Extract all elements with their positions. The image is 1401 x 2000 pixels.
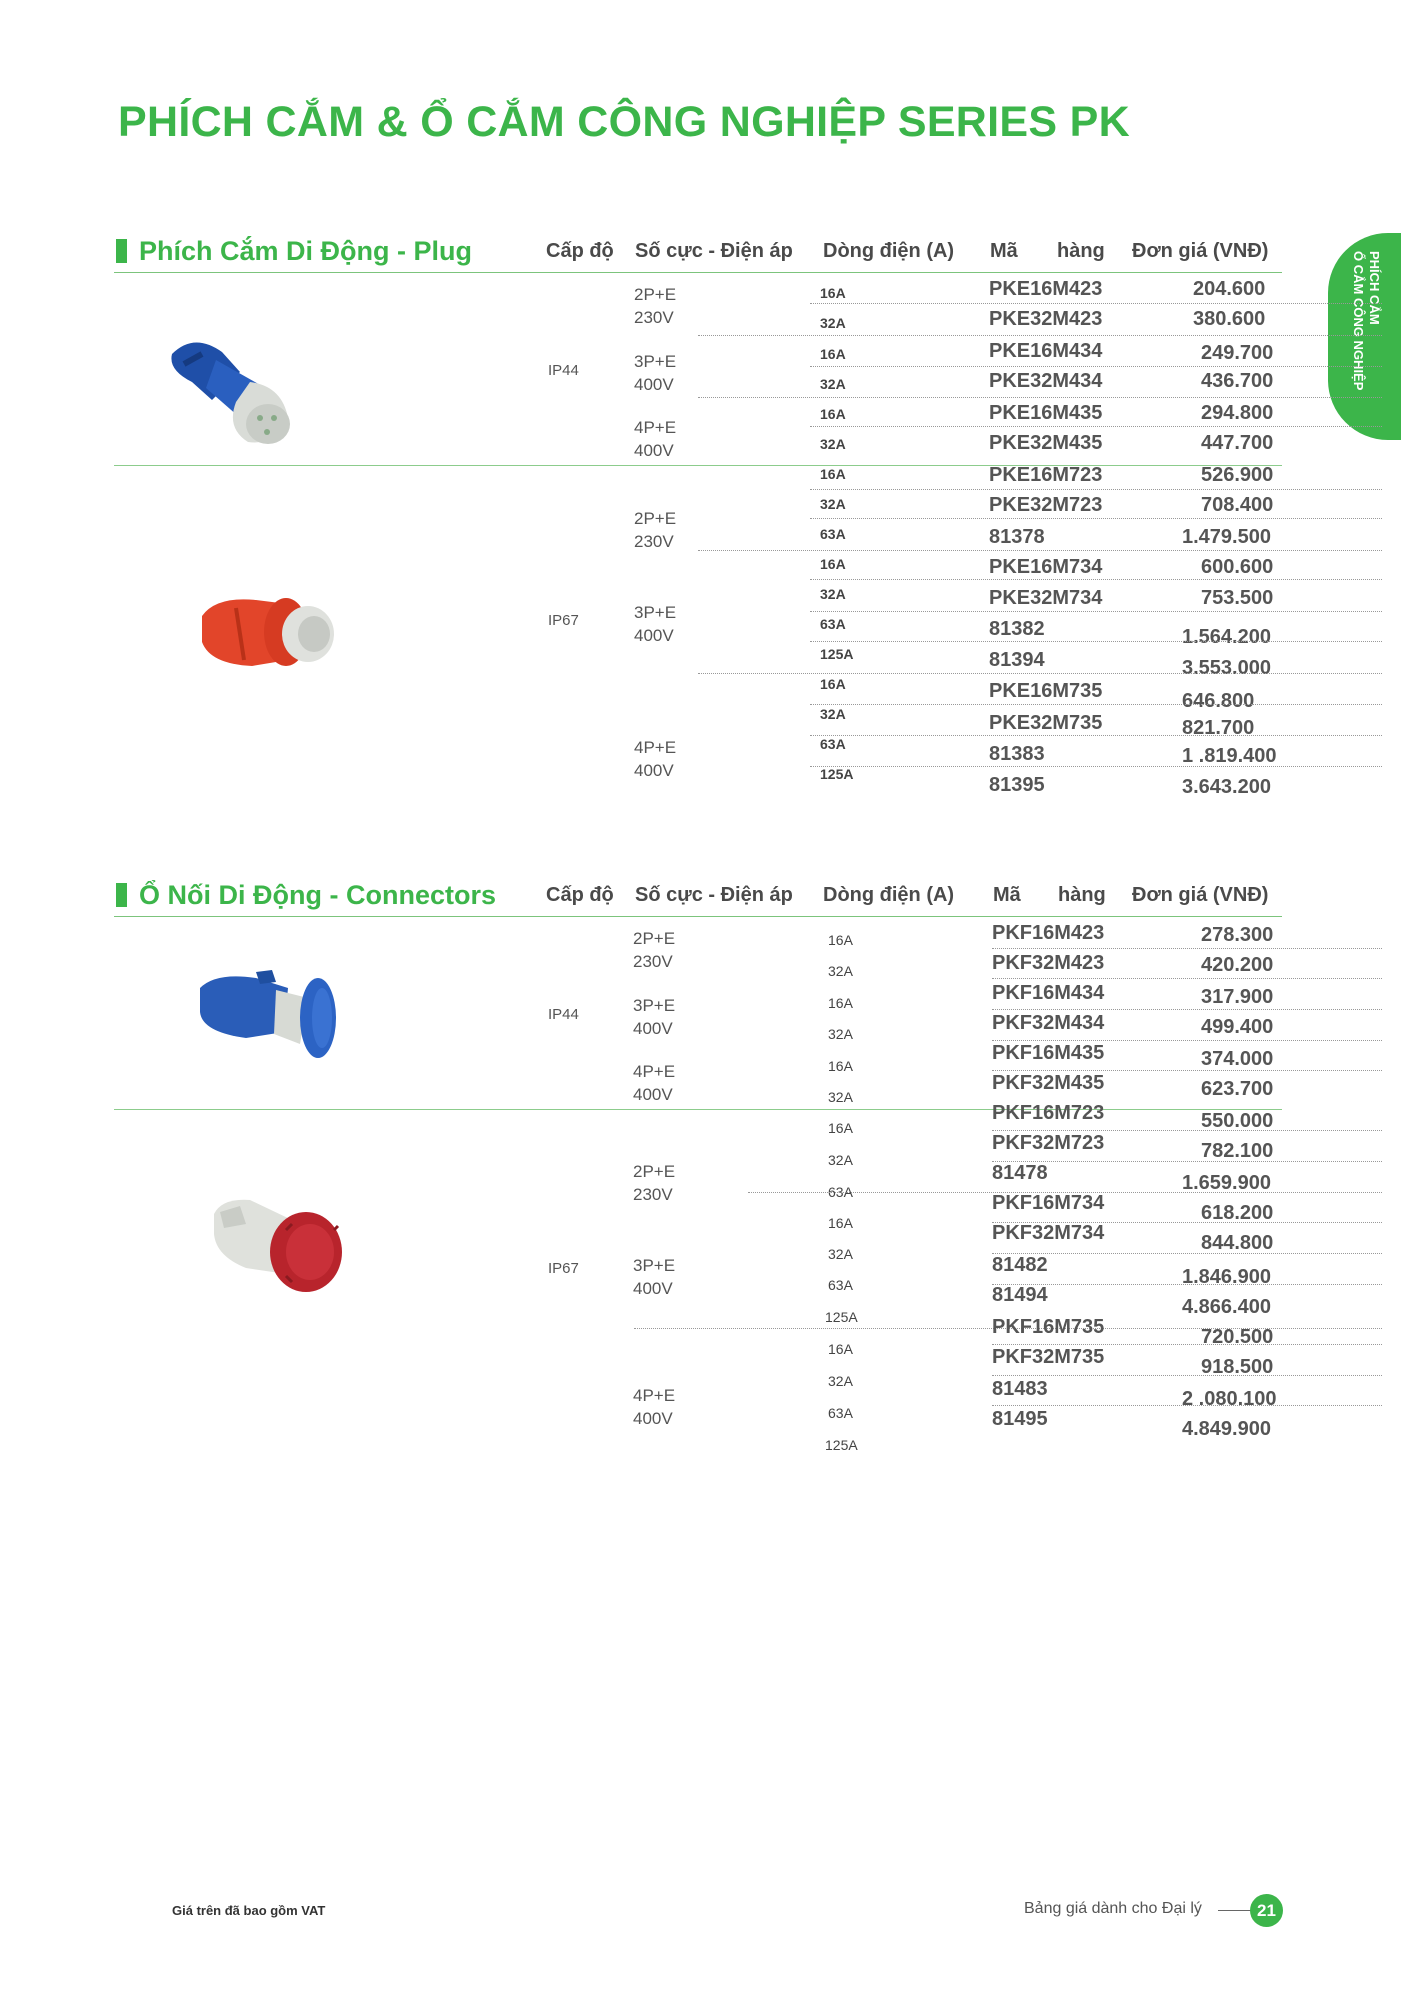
- side-tab: [1328, 233, 1401, 440]
- col-header-code-b: hàng: [1057, 240, 1105, 262]
- col-header-current: Dòng điện (A): [823, 884, 955, 906]
- current-cell: 32A: [820, 706, 846, 722]
- current-cell: 63A: [820, 526, 846, 542]
- product-code: 81494: [992, 1284, 1048, 1306]
- current-cell: 16A: [828, 995, 853, 1011]
- col-header-level: Cấp độ: [546, 884, 614, 906]
- pole-label: 3P+E: [634, 603, 677, 622]
- price-cell: 499.400: [1201, 1016, 1274, 1038]
- product-code: 81382: [989, 618, 1045, 640]
- row-divider: [810, 426, 1382, 427]
- price-cell: 204.600: [1193, 278, 1266, 300]
- current-cell: 16A: [828, 1120, 853, 1136]
- product-code: PKE32M723: [989, 494, 1103, 516]
- plug-ip44-poles-4p: [634, 416, 676, 462]
- row-divider: [810, 366, 1382, 367]
- current-cell: 32A: [828, 1373, 853, 1389]
- product-code: 81378: [989, 526, 1045, 548]
- section-marker: [116, 883, 127, 907]
- voltage-label: 400V: [633, 1019, 673, 1038]
- row-divider: [992, 1009, 1382, 1010]
- product-code: PKE32M734: [989, 587, 1103, 609]
- current-cell: 32A: [828, 1152, 853, 1168]
- side-tab-line-1: PHÍCH CẮM: [1367, 251, 1382, 325]
- price-cell: 317.900: [1201, 986, 1274, 1008]
- current-cell: 16A: [820, 556, 846, 572]
- product-code: PKE16M423: [989, 278, 1103, 300]
- price-cell: 753.500: [1201, 587, 1274, 609]
- price-cell: 708.400: [1201, 494, 1274, 516]
- pole-label: 4P+E: [633, 1386, 676, 1405]
- pole-label: 2P+E: [633, 1162, 676, 1181]
- row-divider: [992, 948, 1382, 949]
- current-cell: 16A: [820, 676, 846, 692]
- price-cell: 844.800: [1201, 1232, 1274, 1254]
- current-cell: 32A: [828, 963, 853, 979]
- connector-ip67-poles-2p: [633, 1160, 675, 1206]
- product-code: PKF32M735: [992, 1346, 1105, 1368]
- connector-ip44-level: IP44: [548, 1006, 579, 1023]
- product-code: PKE16M734: [989, 556, 1103, 578]
- current-cell: 125A: [820, 646, 854, 662]
- price-cell: 646.800: [1182, 690, 1255, 712]
- product-code: PKF32M734: [992, 1222, 1105, 1244]
- product-code: 81495: [992, 1408, 1048, 1430]
- product-code: PKF16M723: [992, 1102, 1105, 1124]
- dealer-note: Bảng giá dành cho Đại lý: [1024, 1900, 1202, 1917]
- product-code: 81478: [992, 1162, 1048, 1184]
- price-cell: 1.564.200: [1182, 626, 1271, 648]
- row-divider: [810, 518, 1382, 519]
- price-cell: 821.700: [1182, 717, 1255, 739]
- pole-label: 4P+E: [634, 418, 677, 437]
- row-divider: [810, 489, 1382, 490]
- col-header-price: Đơn giá (VNĐ): [1132, 240, 1269, 262]
- current-cell: 32A: [820, 496, 846, 512]
- current-cell: 63A: [828, 1405, 853, 1421]
- current-cell: 32A: [820, 376, 846, 392]
- current-cell: 16A: [828, 932, 853, 948]
- current-cell: 63A: [820, 736, 846, 752]
- product-code: 81482: [992, 1254, 1048, 1276]
- current-cell: 16A: [820, 466, 846, 482]
- product-code: PKF32M723: [992, 1132, 1105, 1154]
- connector-ip44-poles-3p: [633, 994, 675, 1040]
- price-cell: 623.700: [1201, 1078, 1274, 1100]
- connector-section: [114, 880, 1282, 1460]
- voltage-label: 400V: [634, 441, 674, 460]
- pole-label: 3P+E: [634, 352, 677, 371]
- current-cell: 16A: [828, 1215, 853, 1231]
- plug-ip67-level: IP67: [548, 612, 579, 629]
- product-code: PKF32M435: [992, 1072, 1105, 1094]
- product-code: PKE16M723: [989, 464, 1103, 486]
- blue-plug-image: [164, 324, 314, 454]
- row-divider: [810, 704, 1382, 705]
- page-number: 21: [1250, 1894, 1283, 1927]
- current-cell: 63A: [828, 1184, 853, 1200]
- price-cell: 2 .080.100: [1182, 1388, 1277, 1410]
- current-cell: 125A: [820, 766, 854, 782]
- product-code: PKF32M423: [992, 952, 1105, 974]
- col-header-poles-voltage: Số cực - Điện áp: [635, 240, 793, 262]
- voltage-label: 400V: [633, 1279, 673, 1298]
- row-divider: [810, 303, 1382, 304]
- col-header-poles-voltage: Số cực - Điện áp: [635, 884, 793, 906]
- plug-ip67-poles-3p: [634, 601, 676, 647]
- page-title: PHÍCH CẮM & Ổ CẮM CÔNG NGHIỆP SERIES PK: [118, 98, 1130, 146]
- group-separator: [114, 465, 1282, 466]
- current-cell: 16A: [820, 406, 846, 422]
- row-divider: [992, 1284, 1382, 1285]
- current-cell: 16A: [828, 1341, 853, 1357]
- plug-ip44-level: IP44: [548, 362, 579, 379]
- voltage-label: 230V: [634, 532, 674, 551]
- voltage-label: 400V: [634, 761, 674, 780]
- price-cell: 720.500: [1201, 1326, 1274, 1348]
- plug-section-header: [114, 236, 1282, 273]
- product-code: PKE16M434: [989, 340, 1103, 362]
- plug-ip44-poles-3p: [634, 350, 676, 396]
- price-cell: 1.479.500: [1182, 526, 1271, 548]
- price-cell: 1.846.900: [1182, 1266, 1271, 1288]
- plug-ip67-poles-2p: [634, 507, 676, 553]
- row-divider: [810, 611, 1382, 612]
- product-code: 81383: [989, 743, 1045, 765]
- current-cell: 16A: [828, 1058, 853, 1074]
- red-plug-image: [196, 586, 346, 686]
- row-divider: [698, 550, 1382, 551]
- current-cell: 32A: [828, 1089, 853, 1105]
- current-cell: 125A: [825, 1309, 858, 1325]
- connector-ip67-level: IP67: [548, 1260, 579, 1277]
- row-divider: [992, 1070, 1382, 1071]
- col-header-code-a: Mã: [993, 884, 1021, 906]
- row-divider: [992, 1253, 1382, 1254]
- product-code: PKE16M435: [989, 402, 1103, 424]
- side-tab-line-2: Ổ CẮM CÔNG NGHIỆP: [1351, 251, 1366, 391]
- row-divider: [992, 1344, 1382, 1345]
- voltage-label: 230V: [633, 1185, 673, 1204]
- connector-section-title: Ổ Nối Di Động - Connectors: [139, 880, 496, 910]
- col-header-current: Dòng điện (A): [823, 240, 955, 262]
- connector-ip67-poles-3p: [633, 1254, 675, 1300]
- pole-label: 2P+E: [634, 285, 677, 304]
- price-cell: 600.600: [1201, 556, 1274, 578]
- product-code: PKF16M734: [992, 1192, 1105, 1214]
- current-cell: 32A: [820, 586, 846, 602]
- price-cell: 618.200: [1201, 1202, 1274, 1224]
- price-cell: 278.300: [1201, 924, 1274, 946]
- voltage-label: 400V: [633, 1085, 673, 1104]
- current-cell: 16A: [820, 346, 846, 362]
- vat-note: Giá trên đã bao gồm VAT: [172, 1903, 326, 1918]
- section-marker: [116, 239, 127, 263]
- pole-label: 4P+E: [633, 1062, 676, 1081]
- current-cell: 63A: [820, 616, 846, 632]
- price-cell: 4.849.900: [1182, 1418, 1271, 1440]
- row-divider: [992, 1375, 1382, 1376]
- product-code: PKE32M423: [989, 308, 1103, 330]
- product-code: PKE16M735: [989, 680, 1103, 702]
- row-divider: [810, 735, 1382, 736]
- price-cell: 3.643.200: [1182, 776, 1271, 798]
- row-divider: [810, 641, 1382, 642]
- pole-label: 3P+E: [633, 1256, 676, 1275]
- voltage-label: 400V: [633, 1409, 673, 1428]
- product-code: 81394: [989, 649, 1045, 671]
- current-cell: 63A: [828, 1277, 853, 1293]
- voltage-label: 230V: [634, 308, 674, 327]
- price-cell: 436.700: [1201, 370, 1274, 392]
- connector-ip67-poles-4p: [633, 1384, 675, 1430]
- current-cell: 32A: [828, 1026, 853, 1042]
- pole-label: 2P+E: [633, 929, 676, 948]
- price-cell: 4.866.400: [1182, 1296, 1271, 1318]
- voltage-label: 230V: [633, 952, 673, 971]
- row-divider: [810, 766, 1382, 767]
- price-cell: 420.200: [1201, 954, 1274, 976]
- row-divider: [992, 1040, 1382, 1041]
- product-code: PKF16M434: [992, 982, 1105, 1004]
- product-code: PKE32M434: [989, 370, 1103, 392]
- voltage-label: 400V: [634, 375, 674, 394]
- row-divider: [698, 673, 1382, 674]
- voltage-label: 400V: [634, 626, 674, 645]
- product-code: PKF16M735: [992, 1316, 1105, 1338]
- price-cell: 447.700: [1201, 432, 1274, 454]
- product-code: PKE32M735: [989, 712, 1103, 734]
- plug-section: [114, 236, 1282, 806]
- product-code: 81395: [989, 774, 1045, 796]
- row-divider: [992, 1130, 1382, 1131]
- price-cell: 380.600: [1193, 308, 1266, 330]
- price-cell: 294.800: [1201, 402, 1274, 424]
- red-connector-image: [206, 1190, 356, 1310]
- col-header-code-a: Mã: [990, 240, 1018, 262]
- price-cell: 1 .819.400: [1182, 745, 1277, 767]
- product-code: PKF16M435: [992, 1042, 1105, 1064]
- row-divider: [810, 579, 1382, 580]
- current-cell: 125A: [825, 1437, 858, 1453]
- row-divider: [698, 335, 1382, 336]
- pole-label: 3P+E: [633, 996, 676, 1015]
- pole-label: 4P+E: [634, 738, 677, 757]
- plug-ip67-poles-4p: [634, 736, 676, 782]
- price-cell: 526.900: [1201, 464, 1274, 486]
- price-cell: 3.553.000: [1182, 657, 1271, 679]
- connector-ip44-poles-4p: [633, 1060, 675, 1106]
- connector-section-header: [114, 880, 1282, 917]
- price-cell: 374.000: [1201, 1048, 1274, 1070]
- col-header-code-b: hàng: [1058, 884, 1106, 906]
- group-separator: [114, 1109, 1282, 1110]
- product-code: PKF32M434: [992, 1012, 1105, 1034]
- connector-ip44-poles-2p: [633, 927, 675, 973]
- row-divider: [698, 397, 1382, 398]
- current-cell: 16A: [820, 285, 846, 301]
- current-cell: 32A: [820, 315, 846, 331]
- blue-connector-image: [196, 968, 346, 1068]
- row-divider: [992, 978, 1382, 979]
- row-divider: [992, 1405, 1382, 1406]
- side-tab-text: [1350, 251, 1382, 390]
- price-cell: 249.700: [1201, 342, 1274, 364]
- product-code: PKE32M435: [989, 432, 1103, 454]
- price-cell: 918.500: [1201, 1356, 1274, 1378]
- plug-section-title: Phích Cắm Di Động - Plug: [139, 236, 473, 266]
- current-cell: 32A: [828, 1246, 853, 1262]
- pole-label: 2P+E: [634, 509, 677, 528]
- price-cell: 550.000: [1201, 1110, 1274, 1132]
- row-divider: [992, 1161, 1382, 1162]
- current-cell: 32A: [820, 436, 846, 452]
- price-cell: 782.100: [1201, 1140, 1274, 1162]
- product-code: PKF16M423: [992, 922, 1105, 944]
- footer-divider: [1218, 1910, 1252, 1911]
- price-cell: 1.659.900: [1182, 1172, 1271, 1194]
- col-header-price: Đơn giá (VNĐ): [1132, 884, 1269, 906]
- product-code: 81483: [992, 1378, 1048, 1400]
- col-header-level: Cấp độ: [546, 240, 614, 262]
- plug-ip44-poles-2p: [634, 283, 676, 329]
